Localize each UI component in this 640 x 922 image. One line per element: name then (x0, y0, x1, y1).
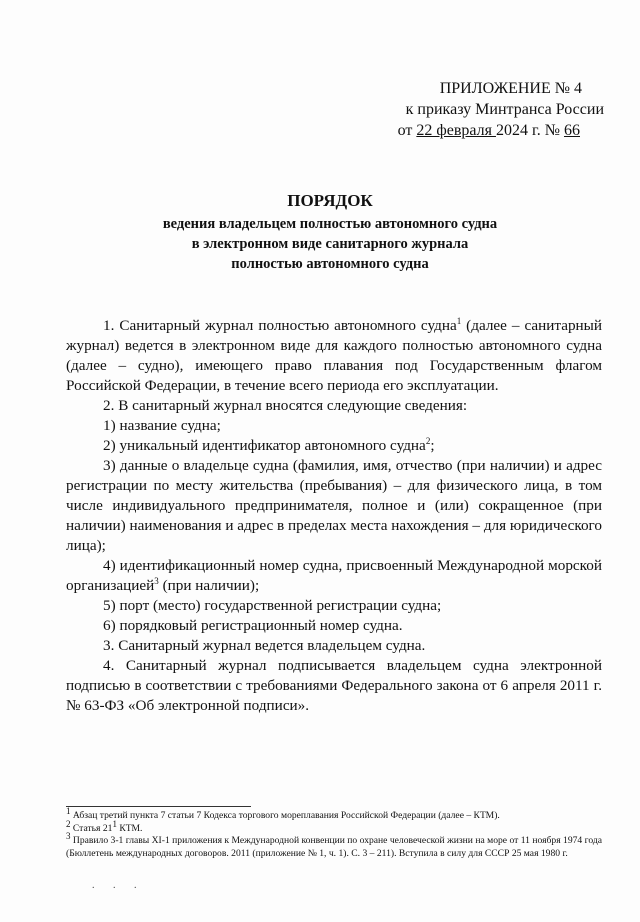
footnote-ref: 3 (154, 575, 159, 586)
paragraph-text: 6) порядковый регистрационный номер судна. (103, 617, 403, 634)
title-line-2: в электронном виде санитарного журнала (191, 236, 469, 252)
paragraph-text: 1) название судна; (103, 417, 221, 434)
order-date-number (384, 120, 604, 141)
paragraph-text: 4) идентификационный номер судна, присвоенный Международной морской организацией (66, 557, 602, 594)
paragraph-text: 4. Санитарный журнал подписывается владельцем судна электронной подписью в соответствии с требованиями Федерального закона от 6 апреля 2011 г. № 63-ФЗ «Об электронной подписи». (66, 657, 602, 714)
body-paragraph (66, 556, 602, 596)
body-paragraph (66, 416, 602, 436)
date-year-number-prefix: 2024 г. № (495, 122, 564, 139)
footnote-text: Правило 3-1 главы XI-1 приложения к Международной конвенции по охране человеческой жизни на море от 11 ноября 1974 года (Бюллетень международных договоров. 2011 (приложение № 1, ч. 1). С. 3 – 211). Вступила в силу для СССР 25 мая 1980 г. (66, 835, 602, 859)
footnote-ref: 2 (425, 435, 431, 446)
title-line-3: полностью автономного судна (231, 256, 429, 272)
scan-dots: . . . (92, 880, 145, 891)
document-body (66, 316, 602, 716)
paragraph-text: 5) порт (место) государственной регистрации судна; (103, 597, 442, 614)
body-paragraph (66, 656, 602, 716)
body-paragraph (66, 396, 602, 416)
paragraph-text: 2) уникальный идентификатор автономного судна (103, 437, 426, 454)
footnote-divider (66, 806, 251, 807)
footnotes (66, 805, 602, 860)
paragraph-text-tail: (далее – санитарный журнал) ведется в электронном виде для каждого полностью автономного судна (далее – судно), имеющего право плавания под Государственным флагом Российской Федерации, в течение всего периода его эксплуатации. (66, 317, 602, 394)
paragraph-text: 3. Санитарный журнал ведется владельцем судна. (103, 637, 426, 654)
body-paragraph (66, 636, 602, 656)
footnote-number: 2 (66, 818, 71, 829)
order-reference: к приказу Минтранса России (405, 101, 604, 118)
footnote (66, 818, 602, 836)
appendix-number: ПРИЛОЖЕНИЕ № 4 (439, 80, 582, 97)
title-line-1: ведения владельцем полностью автономного судна (162, 216, 498, 232)
order-number: 66 (564, 122, 580, 139)
paragraph-text: 2. В санитарный журнал вносятся следующие сведения: (103, 397, 468, 414)
footnote-number: 3 (66, 830, 71, 841)
body-paragraph (66, 456, 602, 556)
footnote-ref: 1 (456, 315, 462, 326)
body-paragraph (66, 316, 602, 396)
order-date: 22 февраля (416, 122, 496, 139)
body-paragraph (66, 436, 602, 456)
footnote (66, 805, 602, 823)
paragraph-text-tail: ; (430, 437, 435, 454)
date-prefix: от (397, 122, 417, 139)
body-paragraph (66, 616, 602, 636)
footnote-text: Абзац третий пункта 7 статьи 7 Кодекса торгового мореплавания Российской Федерации (далее – КТМ). (70, 810, 500, 821)
footnote-text-tail: КТМ. (116, 822, 143, 834)
title-main: ПОРЯДОК (287, 191, 373, 210)
footnote-text: Статья 21 (70, 822, 113, 834)
article-superscript: 1 (112, 818, 117, 829)
appendix-header (384, 78, 604, 141)
paragraph-text: 3) данные о владельце судна (фамилия, имя, отчество (при наличии) и адрес регистрации по месту жительства (пребывания) – для физического лица, в том числе индивидуального предпринимателя, полное и (или) сокращенное (при наличии) наименования и адрес в пределах места нахождения – для юридического лица); (66, 457, 602, 554)
paragraph-text: 1. Санитарный журнал полностью автономного судна (103, 317, 457, 334)
paragraph-text-tail: (при наличии); (158, 577, 260, 594)
document-title (60, 190, 600, 274)
footnote (66, 830, 602, 860)
body-paragraph (66, 596, 602, 616)
footnote-number: 1 (66, 805, 71, 816)
